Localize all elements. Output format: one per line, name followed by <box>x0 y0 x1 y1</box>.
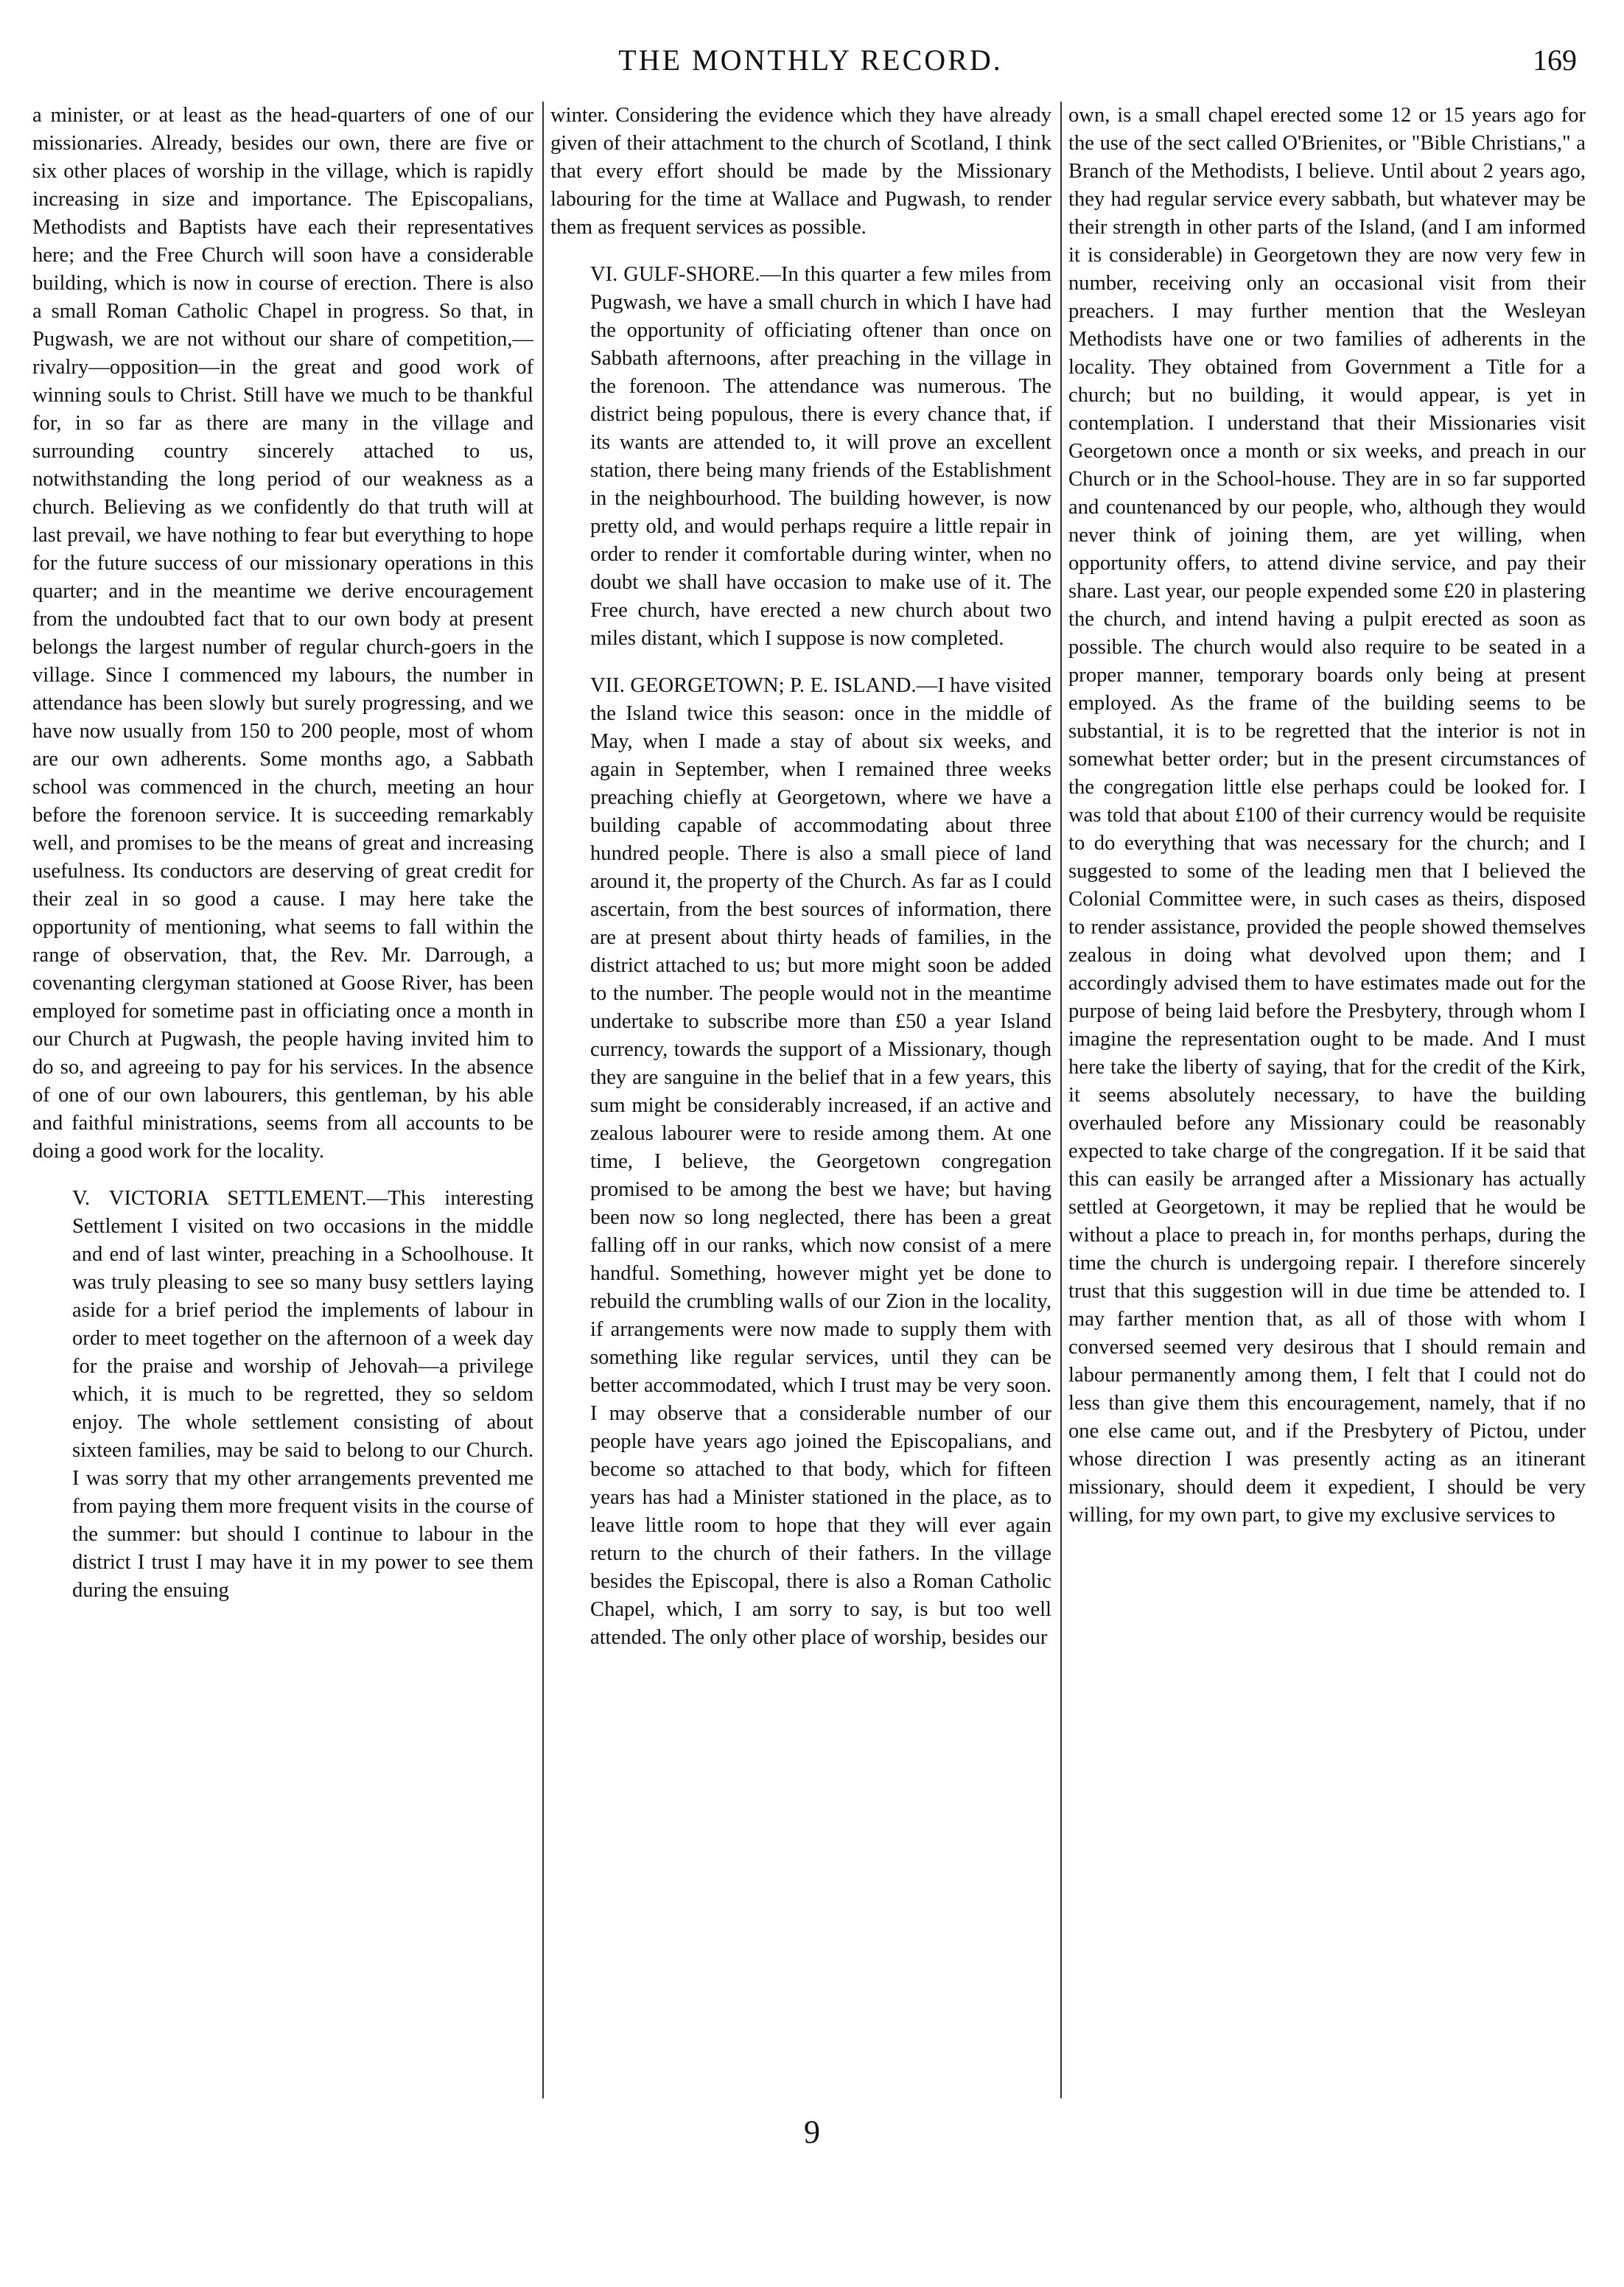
text-columns <box>32 102 1586 2098</box>
page-number: 169 <box>1533 43 1577 77</box>
column-3 <box>1068 102 1586 2098</box>
section-victoria-settlement: V. VICTORIA SETTLEMENT.—This interesting Settlement I visited on two occasions in the middle and end of last winter, preaching in a Schoolhouse. It was truly pleasing to see so many busy settlers laying aside for a brief period the implements of labour in order to meet together on the afternoon of a week day for the praise and worship of Jehovah—a privilege which, it is much to be regretted, they so seldom enjoy. The whole settlement consisting of about sixteen families, may be said to belong to our Church. I was sorry that my other arrangements prevented me from paying them more frequent visits in the course of the summer: but should I continue to labour in the district I trust I may have it in my power to see them during the ensuing <box>72 1187 533 1602</box>
column-1 <box>32 102 533 2098</box>
section-georgetown: VII. GEORGETOWN; P. E. ISLAND.—I have visited the Island twice this season: once in the middle of May, when I made a stay of about six weeks, and again in September, when I remained three weeks preaching chiefly at Georgetown, where we have a building capable of accommodating about three hundred people. There is also a small piece of land around it, the property of the Church. As far as I could ascertain, from the best sources of information, there are at present about thirty heads of families, in the district attached to us; but more might soon be added to the number. The people would not in the meantime undertake to subscribe more than £50 a year Island currency, towards the support of a Missionary, though they are sanguine in the belief that in a few years, this sum might be considerably increased, if an active and zealous labourer were to reside among them. At one time, I believe, the Georgetown congregation promised to be among the best we have; but having been now so long neglected, there has been a great falling off in our ranks, which now consist of a mere handful. Something, however might yet be done to rebuild the crumbling walls of our Zion in the locality, if arrangements were now made to supply them with something like regular services, until they can be better accommodated, which I trust may be very soon. I may observe that a considerable number of our people have years ago joined the Episcopalians, and become so attached to that body, which for fifteen years has had a Minister stationed in the place, as to leave little room to hope that they will ever again return to the church of their fathers. In the village besides the Episcopal, there is also a Roman Catholic Chapel, which, I am sorry to say, is but too well attended. The only other place of worship, besides our <box>590 674 1051 1649</box>
column-rule <box>1060 102 1062 2098</box>
column-2 <box>550 102 1051 2098</box>
running-title: THE MONTHLY RECORD. <box>618 43 1003 77</box>
section-gulf-shore: VI. GULF-SHORE.—In this quarter a few miles from Pugwash, we have a small church in which I have had the opportunity of officiating oftener than once on Sabbath afternoons, after preaching in the village in the forenoon. The attendance was numerous. The district being populous, there is every chance that, if its wants are attended to, it will prove an excellent station, there being many friends of the Establishment in the neighbourhood. The building however, is now pretty old, and would perhaps require a little repair in order to render it comfortable during winter, when no doubt we shall have occasion to make use of it. The Free church, have erected a new church about two miles distant, which I suppose is now completed. <box>590 263 1051 650</box>
paragraph: own, is a small chapel erected some 12 or 15 years ago for the use of the sect called O'Brienites, or "Bible Christians," a Branch of the Methodists, I believe. Until about 2 years ago, they had regular service every sabbath, but whatever may be their strength in other parts of the Island, (and I am informed it is considerable) in Georgetown they are now very few in number, receiving only an occasional visit from their preachers. I may further mention that the Wesleyan Methodists have one or two families of adherents in the locality. They obtained from Government a Title for a church; but no building, it would appear, is yet in contemplation. I understand that their Missionaries visit Georgetown once a month or six weeks, and preach in our Church or in the School-house. They are in so far supported and countenanced by our people, who, although they would never think of joining them, are yet willing, when opportunity offers, to attend divine service, and pay their share. Last year, our people expended some £20 in plastering the church, and intend having a pulpit erected as soon as possible. The church would also require to be seated in a proper manner, temporary boards only being at present employed. As the frame of the building seems to be substantial, it is to be regretted that the interior is not in somewhat better order; but in the present circumstances of the congregation little else perhaps could be looked for. I was told that about £100 of their currency would be requisite to do everything that was necessary for the church; and I suggested to some of the leading men that I believed the Colonial Committee were, in such cases as theirs, disposed to render assistance, provided the people showed themselves zealous in doing what devolved upon them; and I accordingly advised them to have estimates made out for the purpose of being laid before the Presbytery, through whom I imagine the representation ought to be made. And I must here take the liberty of saying, that for the credit of the Kirk, it seems absolutely necessary, to have the building overhauled before any Missionary could be reasonably expected to take charge of the congregation. If it be said that this can easily be arranged after a Missionary has actually settled at Georgetown, it may be replied that he would be without a place to preach in, for months perhaps, during the time the church is undergoing repair. I therefore sincerely trust that this suggestion will in due time be attended to. I may farther mention that, as all of those with whom I conversed seemed very desirous that I should remain and labour permanently among them, I felt that I could not do less than give them this encouragement, namely, that if no one else came out, and if the Presbytery of Pictou, under whose direction I was presently acting as an itinerant missionary, should deem it expedient, I should be very willing, for my own part, to give my exclusive services to <box>1068 104 1586 1527</box>
page-header <box>44 43 1577 87</box>
paragraph: winter. Considering the evidence which they have already given of their attachment to the church of Scotland, I think that every effort should be made by the Missionary labouring for the time at Wallace and Pugwash, to render them as frequent services as possible. <box>550 104 1051 239</box>
paragraph: a minister, or at least as the head-quarters of one of our missionaries. Already, besides our own, there are five or six other places of worship in the village, which is rapidly increasing in size and importance. The Episcopalians, Methodists and Baptists have each their representatives here; and the Free Church will soon have a considerable building, which is now in course of erection. There is also a small Roman Catholic Chapel in progress. So that, in Pugwash, we are not without our share of competition,—rivalry—opposition—in the great and good work of winning souls to Christ. Still have we much to be thankful for, in so far as there are many in the village and surrounding country sincerely attached to us, notwithstanding the long period of our weakness as a church. Believing as we confidently do that truth will at last prevail, we have nothing to fear but everything to hope for the future success of our missionary operations in this quarter; and in the meantime we derive encouragement from the undoubted fact that to our own body at present belongs the largest number of regular church-goers in the village. Since I commenced my labours, the number in attendance has been slowly but surely progressing, and we have now usually from 150 to 200 people, most of whom are our own adherents. Some months ago, a Sabbath school was commenced in the church, meeting an hour before the forenoon service. It is succeeding remarkably well, and promises to be the means of great and increasing usefulness. Its conductors are deserving of great credit for their zeal in so good a cause. I may here take the opportunity of mentioning, what seems to fall within the range of observation, that, the Rev. Mr. Darrough, a covenanting clergyman stationed at Goose River, has been employed for sometime past in officiating once a month in our Church at Pugwash, the people having invited him to do so, and agreeing to pay for his services. In the absence of one of our own labourers, this gentleman, by his able and faithful ministrations, seems from all accounts to be doing a good work for the locality. <box>32 104 533 1163</box>
column-rule <box>542 102 544 2098</box>
signature-mark: 9 <box>804 2114 820 2150</box>
